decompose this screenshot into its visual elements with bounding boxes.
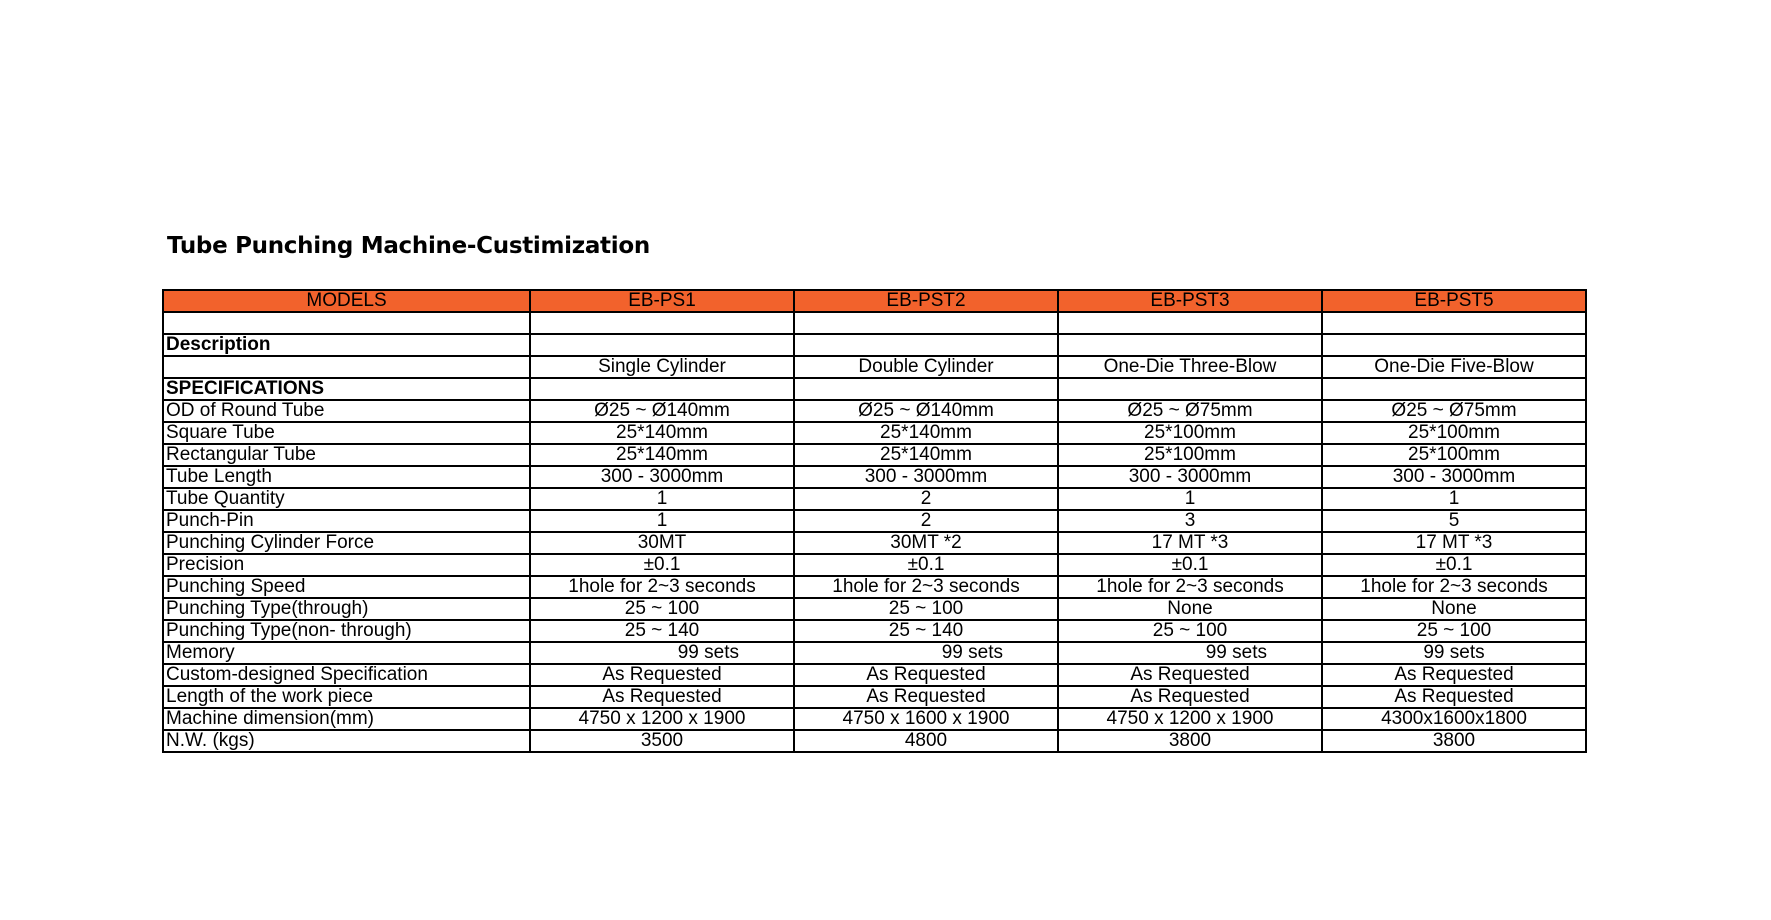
cell <box>1058 334 1322 356</box>
cell: One-Die Five-Blow <box>1322 356 1586 378</box>
row-label: Custom-designed Specification <box>163 664 530 686</box>
row-label <box>163 312 530 334</box>
cell <box>1058 378 1322 400</box>
cell <box>530 312 794 334</box>
cell: Ø25 ~ Ø140mm <box>530 400 794 422</box>
header-cell-eb-pst3: EB-PST3 <box>1058 290 1322 312</box>
cell: 17 MT *3 <box>1058 532 1322 554</box>
cell: ±0.1 <box>530 554 794 576</box>
row-label: Punching Type(non- through) <box>163 620 530 642</box>
cell: 300 - 3000mm <box>1058 466 1322 488</box>
cell: 4750 x 1200 x 1900 <box>530 708 794 730</box>
table-row <box>163 466 1586 488</box>
cell: 1 <box>1322 488 1586 510</box>
cell: As Requested <box>794 686 1058 708</box>
table-row <box>163 400 1586 422</box>
cell: 25*140mm <box>530 444 794 466</box>
cell: 1hole for 2~3 seconds <box>794 576 1058 598</box>
cell: 25*140mm <box>794 422 1058 444</box>
cell: ±0.1 <box>1058 554 1322 576</box>
table-row <box>163 620 1586 642</box>
table-row-description-values <box>163 356 1586 378</box>
cell: 25 ~ 100 <box>1322 620 1586 642</box>
cell <box>794 312 1058 334</box>
cell: 25 ~ 100 <box>1058 620 1322 642</box>
table-row <box>163 686 1586 708</box>
cell: ±0.1 <box>794 554 1058 576</box>
cell: 25 ~ 100 <box>794 598 1058 620</box>
cell: 25*100mm <box>1322 422 1586 444</box>
row-label: N.W. (kgs) <box>163 730 530 752</box>
cell: 1 <box>530 510 794 532</box>
section-label: SPECIFICATIONS <box>163 378 530 400</box>
cell: 3800 <box>1058 730 1322 752</box>
table-row <box>163 554 1586 576</box>
row-label: OD of Round Tube <box>163 400 530 422</box>
table-row <box>163 708 1586 730</box>
table-row <box>163 730 1586 752</box>
table-row <box>163 664 1586 686</box>
cell: 300 - 3000mm <box>794 466 1058 488</box>
header-row <box>163 290 1586 312</box>
row-label: Punching Speed <box>163 576 530 598</box>
cell: 25*100mm <box>1058 422 1322 444</box>
cell: 99 sets <box>1322 642 1586 664</box>
table-row <box>163 642 1586 664</box>
cell: As Requested <box>794 664 1058 686</box>
cell: 2 <box>794 488 1058 510</box>
cell: 1hole for 2~3 seconds <box>530 576 794 598</box>
cell: 3800 <box>1322 730 1586 752</box>
table-row-blank <box>163 312 1586 334</box>
table-row <box>163 488 1586 510</box>
header-cell-models: MODELS <box>163 290 530 312</box>
cell: 99 sets <box>794 642 1058 664</box>
cell: One-Die Three-Blow <box>1058 356 1322 378</box>
cell <box>1322 378 1586 400</box>
cell: 25*140mm <box>794 444 1058 466</box>
cell: 4750 x 1600 x 1900 <box>794 708 1058 730</box>
section-row-specifications <box>163 378 1586 400</box>
table-row <box>163 576 1586 598</box>
page-title: Tube Punching Machine-Custimization <box>167 233 650 259</box>
cell: 25 ~ 140 <box>530 620 794 642</box>
cell: 4800 <box>794 730 1058 752</box>
cell: 25*100mm <box>1322 444 1586 466</box>
row-label: Memory <box>163 642 530 664</box>
row-label: Punch-Pin <box>163 510 530 532</box>
row-label: Length of the work piece <box>163 686 530 708</box>
header-cell-eb-ps1: EB-PS1 <box>530 290 794 312</box>
cell <box>530 378 794 400</box>
cell: Ø25 ~ Ø75mm <box>1058 400 1322 422</box>
table-row <box>163 598 1586 620</box>
cell <box>1058 312 1322 334</box>
row-label: Punching Cylinder Force <box>163 532 530 554</box>
cell: 30MT *2 <box>794 532 1058 554</box>
cell: As Requested <box>1058 686 1322 708</box>
cell: 5 <box>1322 510 1586 532</box>
header-cell-eb-pst5: EB-PST5 <box>1322 290 1586 312</box>
section-row-description <box>163 334 1586 356</box>
cell: As Requested <box>1058 664 1322 686</box>
cell: ±0.1 <box>1322 554 1586 576</box>
cell: 25 ~ 140 <box>794 620 1058 642</box>
cell: As Requested <box>1322 664 1586 686</box>
cell <box>794 334 1058 356</box>
cell: Ø25 ~ Ø140mm <box>794 400 1058 422</box>
row-label: Machine dimension(mm) <box>163 708 530 730</box>
cell <box>794 378 1058 400</box>
cell: None <box>1322 598 1586 620</box>
cell: None <box>1058 598 1322 620</box>
section-label: Description <box>163 334 530 356</box>
row-label: Rectangular Tube <box>163 444 530 466</box>
cell: 1hole for 2~3 seconds <box>1058 576 1322 598</box>
row-label: Tube Length <box>163 466 530 488</box>
cell: 1hole for 2~3 seconds <box>1322 576 1586 598</box>
cell: 300 - 3000mm <box>1322 466 1586 488</box>
cell: 1 <box>530 488 794 510</box>
cell: 99 sets <box>1058 642 1322 664</box>
table-row <box>163 532 1586 554</box>
cell: As Requested <box>1322 686 1586 708</box>
cell: 3500 <box>530 730 794 752</box>
table-row <box>163 444 1586 466</box>
cell: 4300x1600x1800 <box>1322 708 1586 730</box>
row-label: Square Tube <box>163 422 530 444</box>
header-cell-eb-pst2: EB-PST2 <box>794 290 1058 312</box>
cell: As Requested <box>530 664 794 686</box>
cell: 1 <box>1058 488 1322 510</box>
table-row <box>163 510 1586 532</box>
cell: 25 ~ 100 <box>530 598 794 620</box>
row-label <box>163 356 530 378</box>
spec-table <box>162 289 1587 753</box>
cell: 25*100mm <box>1058 444 1322 466</box>
cell: 3 <box>1058 510 1322 532</box>
cell: 4750 x 1200 x 1900 <box>1058 708 1322 730</box>
cell: 300 - 3000mm <box>530 466 794 488</box>
cell: Single Cylinder <box>530 356 794 378</box>
row-label: Precision <box>163 554 530 576</box>
table-row <box>163 422 1586 444</box>
row-label: Punching Type(through) <box>163 598 530 620</box>
cell <box>530 334 794 356</box>
cell: 17 MT *3 <box>1322 532 1586 554</box>
cell: 30MT <box>530 532 794 554</box>
cell: 99 sets <box>530 642 794 664</box>
row-label: Tube Quantity <box>163 488 530 510</box>
cell <box>1322 312 1586 334</box>
cell <box>1322 334 1586 356</box>
cell: As Requested <box>530 686 794 708</box>
cell: Double Cylinder <box>794 356 1058 378</box>
cell: 25*140mm <box>530 422 794 444</box>
cell: 2 <box>794 510 1058 532</box>
cell: Ø25 ~ Ø75mm <box>1322 400 1586 422</box>
